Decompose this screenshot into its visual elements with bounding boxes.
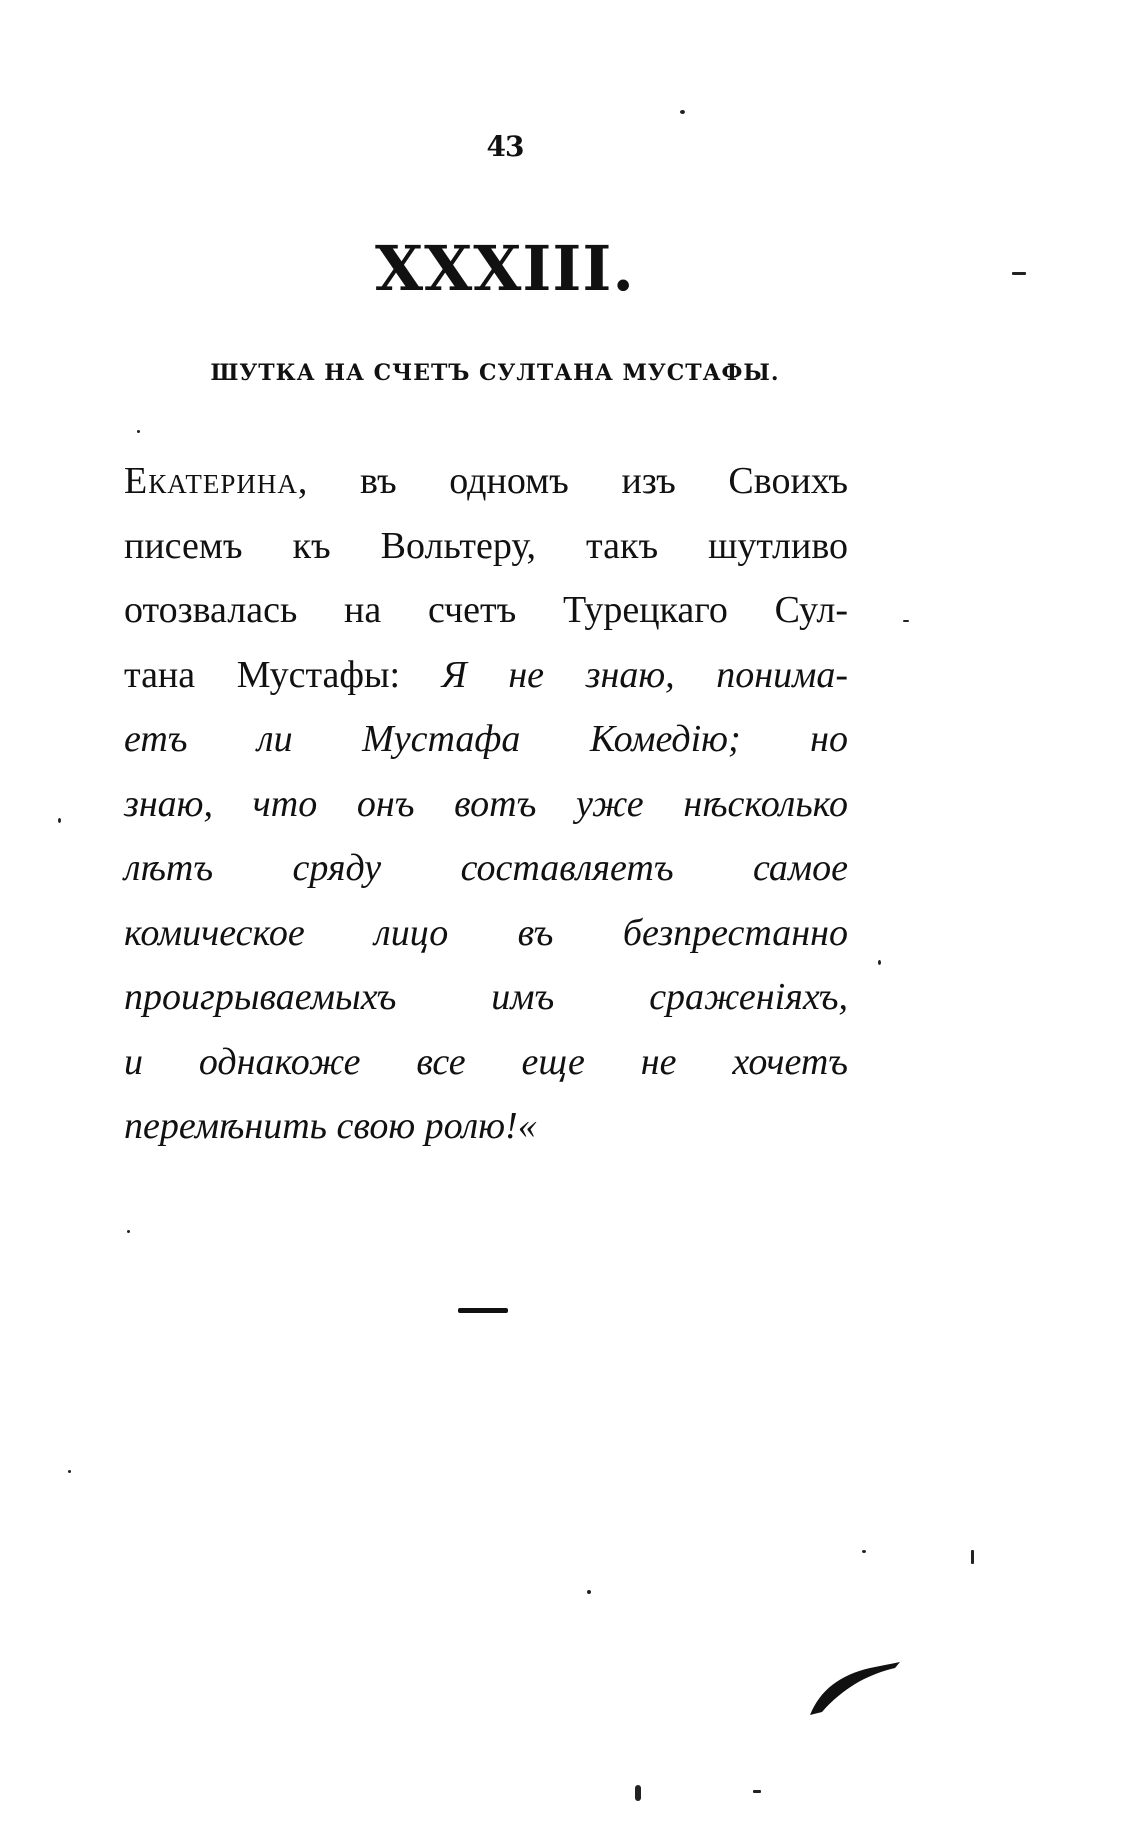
text-line — [124, 449, 848, 514]
text-run: перемѣнить свою ролю!« — [124, 1105, 537, 1147]
scan-speck — [680, 110, 685, 114]
chapter-numeral: XXXIII. — [375, 232, 635, 305]
text-line — [124, 1030, 848, 1095]
scan-speck — [971, 1550, 974, 1564]
scan-speck — [878, 960, 881, 965]
text-line — [124, 578, 848, 643]
text-run: Я не знаю, понима- — [441, 653, 849, 696]
scan-speck — [58, 818, 61, 823]
text-run: писемъ къ Вольтеру, такъ шутливо — [124, 524, 848, 567]
scan-speck — [635, 1785, 641, 1801]
scan-speck — [862, 1550, 866, 1553]
text-run: етъ ли Мустафа Комедію; но — [124, 718, 848, 760]
text-run: проигрываемыхъ имъ сраженіяхъ, — [124, 976, 848, 1018]
scan-speck — [127, 1230, 130, 1233]
scan-speck — [68, 1470, 71, 1473]
text-line — [124, 1094, 848, 1159]
text-line — [124, 901, 848, 966]
text-run: знаю, что онъ вотъ уже нѣсколько — [124, 782, 848, 825]
scan-speck — [1012, 272, 1026, 275]
scan-speck — [587, 1590, 591, 1594]
scan-ink-mark — [800, 1660, 910, 1720]
text-run: и однакоже все еще не хочетъ — [124, 1040, 848, 1083]
text-line — [124, 965, 848, 1030]
scan-speck — [753, 1790, 761, 1793]
page-number: 43 — [486, 130, 524, 163]
scan-speck — [903, 620, 909, 622]
text-run: комическое лицо въ безпрестанно — [124, 911, 848, 954]
text-line — [124, 514, 848, 579]
body-paragraph — [124, 449, 848, 1159]
text-line — [124, 772, 848, 837]
text-run: тана Мустафы: — [124, 653, 442, 696]
chapter-title: ШУТКА НА СЧЕТЪ СУЛТАНА МУСТАФЫ. — [210, 360, 780, 386]
lead-name: Екатерина — [124, 460, 298, 502]
text-run: лѣтъ сряду составляетъ самое — [124, 847, 848, 889]
text-run: отозвалась на счетъ Турецкаго Сул- — [124, 589, 848, 631]
text-line — [124, 643, 848, 708]
closing-rule — [458, 1308, 508, 1313]
scan-speck — [137, 430, 140, 433]
text-line — [124, 707, 848, 772]
text-run: , въ одномъ изъ Своихъ — [297, 460, 848, 502]
text-line — [124, 836, 848, 901]
